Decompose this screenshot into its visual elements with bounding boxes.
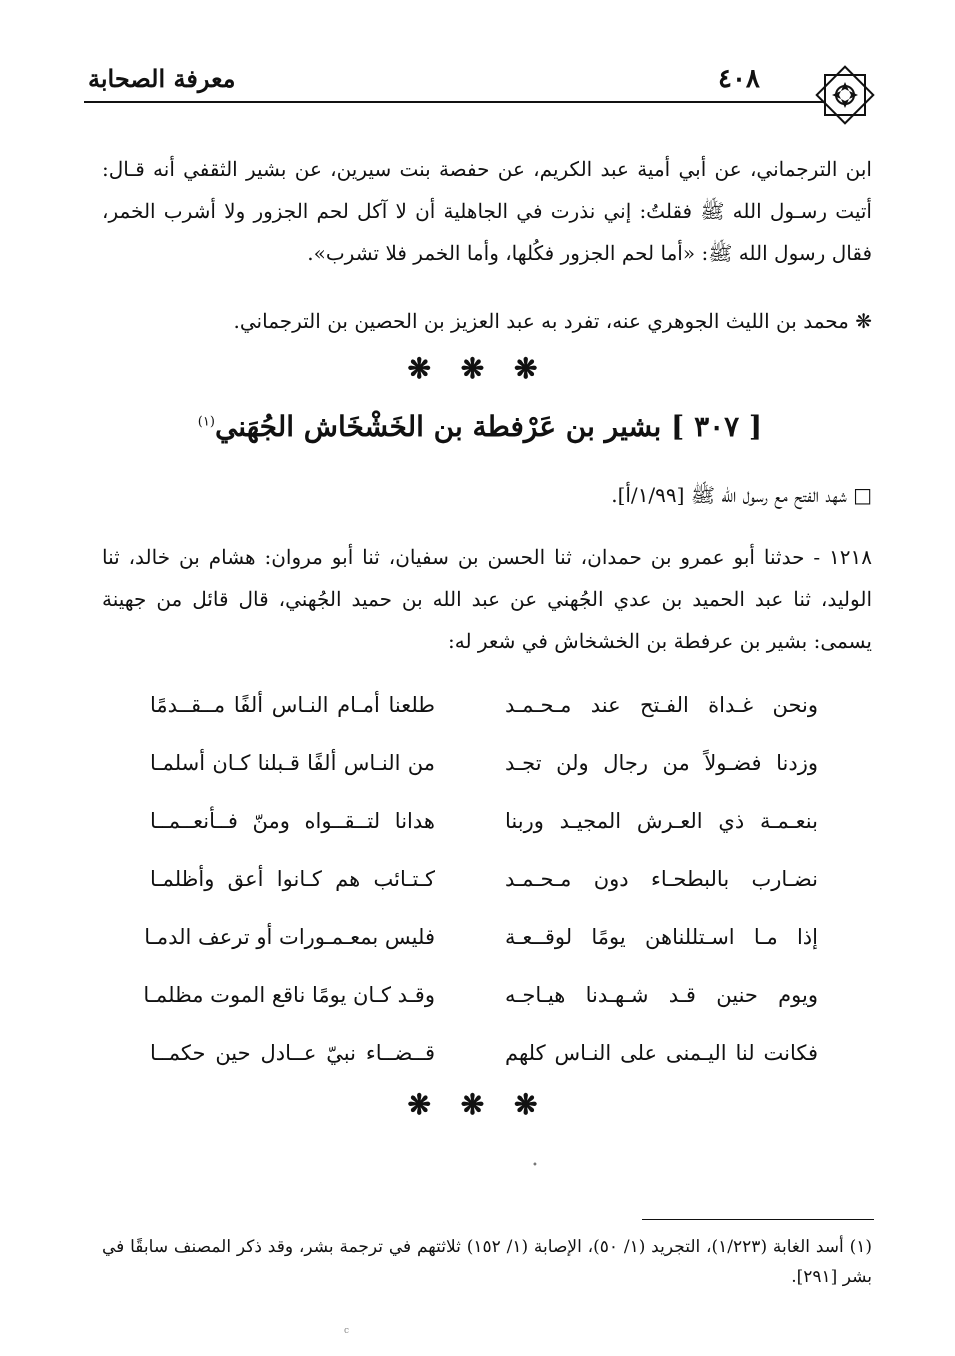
separator-stars: ❋ ❋ ❋ bbox=[407, 1088, 548, 1121]
poem-verse bbox=[150, 1024, 840, 1082]
verse-second-hemistich: طلعنا أمـام النـاس ألفًا مــقــدمًا bbox=[150, 693, 435, 717]
verse-first-hemistich: إذا مـا اسـتللناهن يومًا لوقــعـة bbox=[505, 925, 818, 949]
footnote: (١) أسد الغابة (١/٢٢٣)، التجريد (١/ ٥٠)، الإصابة (١/ ١٥٢) ثلاثتهم في ترجمة بشر، وقد ذكر المصنف سابقًا في بشر [٢٩١]. bbox=[102, 1237, 872, 1287]
verse-second-hemistich: من النـاس ألفًا قـبلنا كـان أسلمـا bbox=[150, 751, 435, 775]
paragraph-note: ❋ محمد بن الليث الجوهري عنه، تفرد به عبد العزيز بن الحصين بن الترجماني. bbox=[233, 309, 872, 333]
verse-first-hemistich: فكانت لنا اليـمنى على النـاس كلهم bbox=[505, 1041, 818, 1065]
header-rule bbox=[84, 101, 824, 103]
verse-second-hemistich: فليس بمعـمـورات أو ترعف الدمـا bbox=[144, 925, 435, 949]
verse-first-hemistich: نضـارب بالبطحـاء دون مـحـمـد bbox=[505, 867, 818, 891]
poem-verse bbox=[150, 792, 840, 850]
poem-verse bbox=[150, 734, 840, 792]
entry-heading-text: [ ٣٠٧ ] بشير بن عَرْفطة بن الخَشْخَاش الجُهَني bbox=[214, 410, 763, 443]
footnote-ref: (١) bbox=[197, 414, 215, 430]
verse-first-hemistich: وزدنا فضـولاً من رجال ولن تجـد bbox=[505, 751, 818, 775]
page-number: ٤٠٨ bbox=[718, 64, 760, 94]
entry-heading bbox=[160, 410, 800, 443]
paragraph-isnad: ١٢١٨ - حدثنا أبو عمرو بن حمدان، ثنا الحسن بن سفيان، ثنا أبو مروان: هشام بن خالد، ثنا الوليد، ثنا عبد الحميد بن عدي الجُهني عن عبد الله بن حميد الجُهني، قال قائل من جهينة يسمى: بشير بن عرفطة بن الخشخاش في شعر له: bbox=[102, 545, 872, 653]
verse-first-hemistich: ويوم حنين قـد شـهـدنا هيـاجـه bbox=[505, 983, 818, 1007]
verse-second-hemistich: كـتـائب هم كـانوا أعق وأظلمـا bbox=[150, 867, 435, 891]
islamic-star-ornament-icon bbox=[812, 62, 878, 128]
verse-first-hemistich: ونحن غـداة الفـتح عند مـحـمـد bbox=[505, 693, 818, 717]
running-title: معرفة الصحابة bbox=[88, 64, 236, 93]
poem-verse bbox=[150, 676, 840, 734]
footnote-rule bbox=[642, 1219, 874, 1220]
poem bbox=[143, 676, 840, 1082]
poem-verse bbox=[144, 908, 840, 966]
verse-second-hemistich: وقـد كـان يومًا ناقع الموت مظلمـا bbox=[143, 983, 435, 1007]
verse-second-hemistich: هدانا لتــقــواه ومنّ فــأنعــمــا bbox=[150, 809, 435, 833]
poem-verse bbox=[143, 966, 840, 1024]
paragraph-witness: □ شهد الفتح مع رسول الله ﷺ [١/٩٩/أ]. bbox=[611, 483, 872, 507]
poem-verse bbox=[150, 850, 840, 908]
verse-second-hemistich: قــضــاء نبيّ عــادل حين حكمــا bbox=[150, 1041, 435, 1065]
stray-mark: c bbox=[344, 1326, 350, 1336]
separator-stars: ❋ ❋ ❋ bbox=[407, 352, 548, 385]
paragraph-hadith: ابن الترجماني، عن أبي أمية عبد الكريم، عن حفصة بنت سيرين، عن بشير الثقفي أنه قـال: أتيت رسـول الله ﷺ فقلتُ: إني نذرت في الجاهلية أن لا آكل لحم الجزور ولا أشرب الخمر، فقال رسول الله ﷺ: «أما لحم الجزور فكُلها، وأما الخمر فلا تشرب». bbox=[102, 157, 872, 265]
verse-first-hemistich: بنعـمـة ذي العـرش المجيـد وربنا bbox=[505, 809, 818, 833]
stray-mark: • bbox=[532, 1160, 538, 1171]
